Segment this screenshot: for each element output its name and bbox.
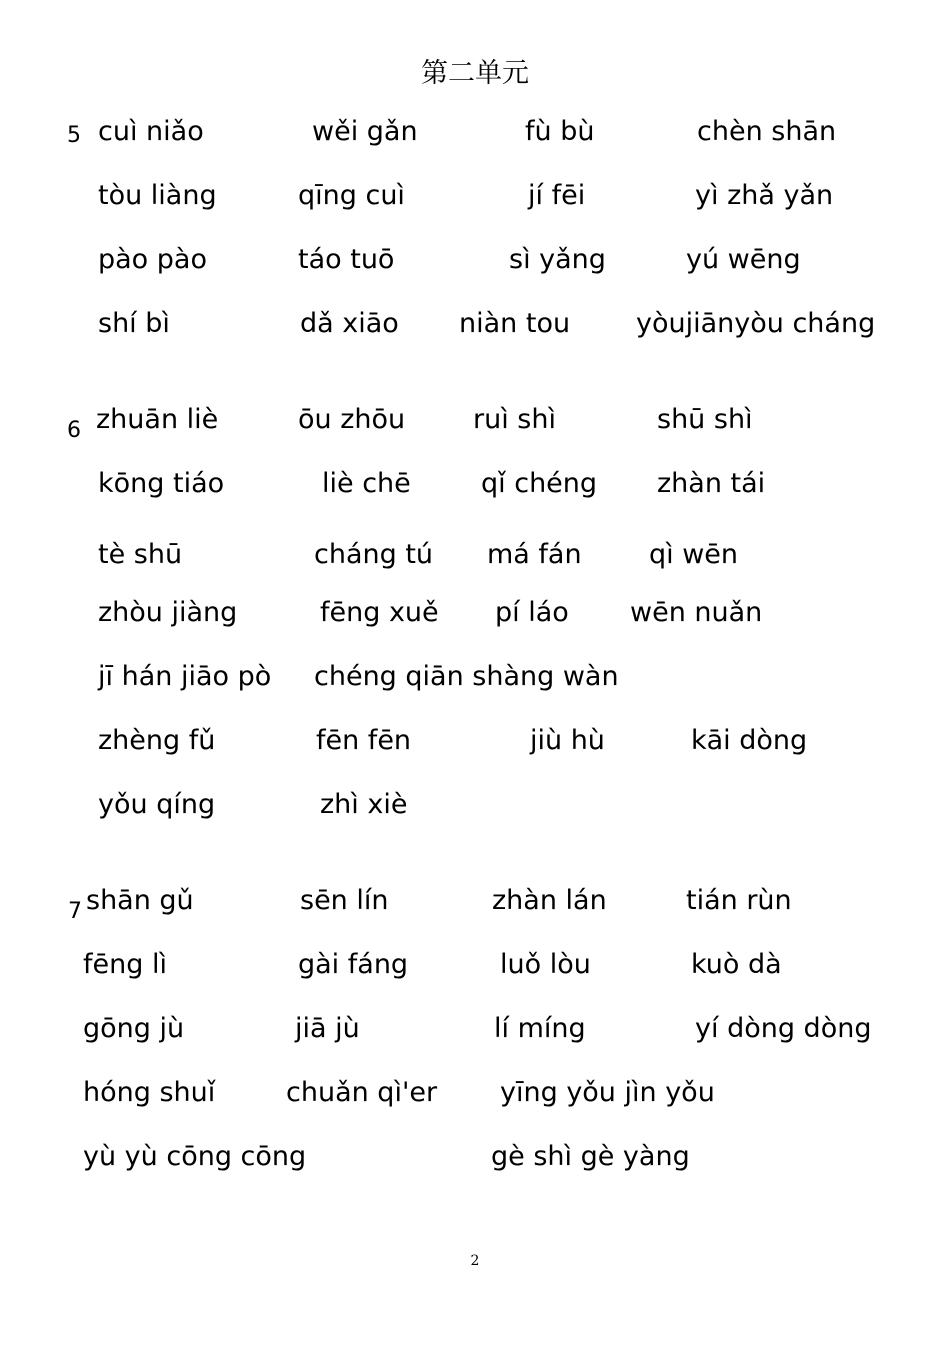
lesson-number-5: 5 (67, 123, 81, 148)
pinyin-word: zhèng fǔ (98, 725, 216, 756)
pinyin-word: fù bù (525, 116, 595, 147)
pinyin-word: lí míng (494, 1013, 586, 1044)
pinyin-word: niàn tou (459, 308, 571, 339)
pinyin-word: fēng xuě (320, 597, 439, 628)
pinyin-word: qīng cuì (298, 180, 405, 211)
pinyin-word: shí bì (98, 308, 170, 339)
pinyin-word: yù yù cōng cōng (83, 1141, 307, 1172)
pinyin-word: gōng jù (83, 1013, 185, 1044)
pinyin-word: má fán (487, 539, 582, 570)
pinyin-word: pí láo (495, 597, 569, 628)
pinyin-word: kuò dà (691, 949, 782, 980)
pinyin-word: yǒu qíng (98, 789, 216, 820)
pinyin-word: fēng lì (83, 949, 167, 980)
pinyin-word: jiù hù (530, 725, 605, 756)
pinyin-word: jí fēi (528, 180, 586, 211)
pinyin-word: tòu liàng (98, 180, 217, 211)
pinyin-word: jiā jù (295, 1013, 360, 1044)
pinyin-word: sēn lín (300, 885, 389, 916)
pinyin-word: zhì xiè (320, 789, 408, 820)
pinyin-word: ōu zhōu (298, 404, 406, 435)
pinyin-word: chéng qiān shàng wàn (314, 661, 619, 692)
pinyin-word: sì yǎng (509, 244, 606, 275)
pinyin-word: qǐ chéng (481, 468, 598, 499)
pinyin-word: shū shì (657, 404, 753, 435)
pinyin-word: zhòu jiàng (98, 597, 238, 628)
pinyin-word: luǒ lòu (500, 949, 591, 980)
pinyin-word: fēn fēn (316, 725, 412, 756)
page-title: 第二单元 (421, 58, 529, 89)
page-number: 2 (470, 1253, 480, 1269)
pinyin-word: wēn nuǎn (630, 597, 763, 628)
pinyin-word: yīng yǒu jìn yǒu (500, 1077, 715, 1108)
lesson-number-6: 6 (67, 418, 81, 443)
pinyin-word: chèn shān (697, 116, 837, 147)
pinyin-word: yì zhǎ yǎn (695, 180, 834, 211)
pinyin-word: zhàn lán (492, 885, 607, 916)
pinyin-word: ruì shì (473, 404, 556, 435)
pinyin-word: yí dòng dòng (695, 1013, 872, 1044)
pinyin-word: liè chē (322, 468, 411, 499)
pinyin-word: táo tuō (298, 244, 395, 275)
pinyin-word: hóng shuǐ (83, 1077, 216, 1108)
pinyin-word: jī hán jiāo pò (98, 661, 272, 692)
pinyin-word: kōng tiáo (98, 468, 225, 499)
pinyin-word: chuǎn qì'er (286, 1077, 438, 1108)
pinyin-word: kāi dòng (691, 725, 808, 756)
pinyin-word: cuì niǎo (98, 116, 204, 147)
pinyin-word: pào pào (98, 244, 207, 275)
pinyin-word: cháng tú (314, 539, 434, 570)
pinyin-word: dǎ xiāo (300, 308, 399, 339)
pinyin-word: wěi gǎn (312, 116, 418, 147)
pinyin-word: gè shì gè yàng (491, 1141, 690, 1172)
pinyin-word: gài fáng (298, 949, 409, 980)
pinyin-word: zhuān liè (96, 404, 219, 435)
pinyin-word: yòujiānyòu cháng (636, 308, 876, 339)
pinyin-word: yú wēng (686, 244, 801, 275)
lesson-number-7: 7 (68, 899, 82, 924)
pinyin-word: qì wēn (649, 539, 739, 570)
pinyin-word: zhàn tái (657, 468, 766, 499)
pinyin-word: shān gǔ (86, 885, 194, 916)
pinyin-word: tián rùn (686, 885, 792, 916)
pinyin-word: tè shū (98, 539, 183, 570)
